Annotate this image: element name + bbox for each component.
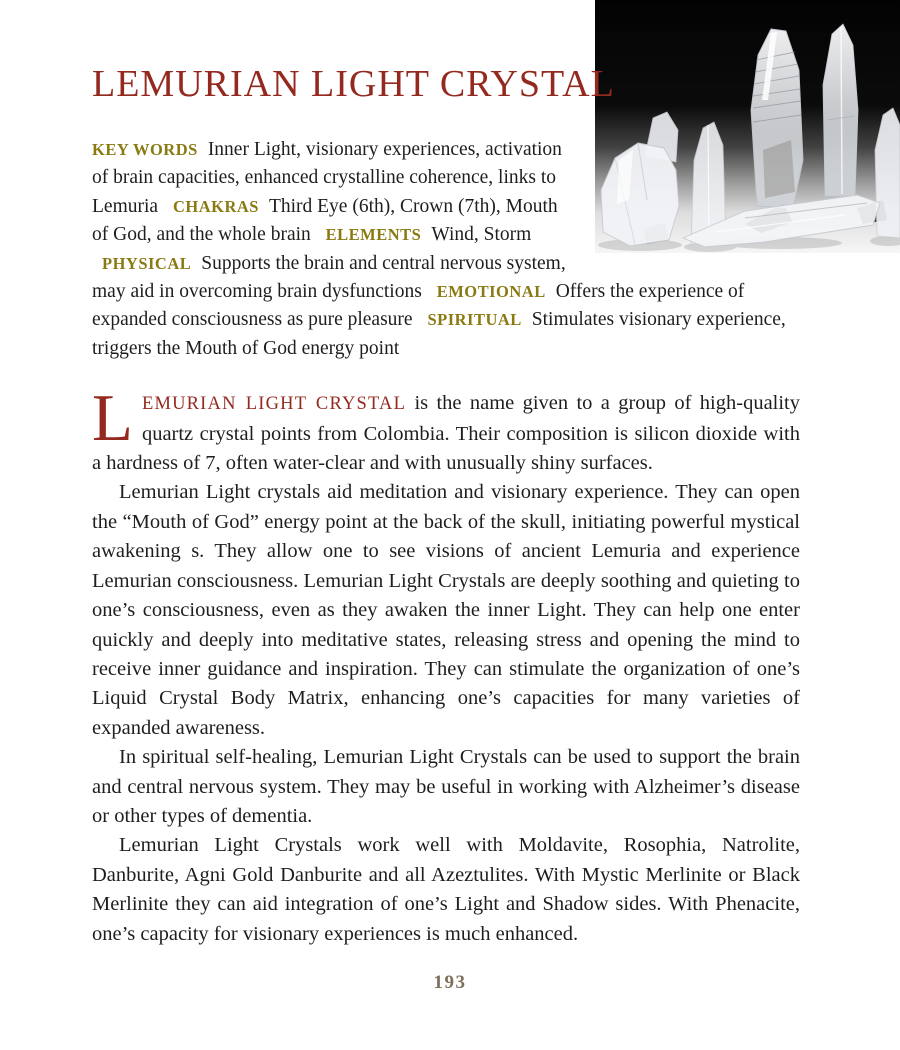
property-text: Wind, Storm [431,224,532,246]
property-elements [316,224,532,245]
page-number: 193 [433,972,467,993]
property-label: SPIRITUAL [427,310,522,330]
paragraph-4: Lemurian Light Crystals work well with Moldavite, Rosophia, Natrolite, Danburite, Agni Gold Danburite and all Azeztulites. With Mystic Merlinite or Black Merlinite they can aid integration of one’s Light and Shadow sides. With Phenacite, one’s capacity for visionary experiences is much enhanced. [92,834,800,945]
property-label: ELEMENTS [325,225,422,245]
property-text: Inner Light, visionary experiences, activation of brain capacities, enhanced crystalline coherence, links to Lemuria [92,139,562,217]
property-label: EMOTIONAL [436,282,546,302]
page-title: LEMURIAN LIGHT CRYSTAL [92,63,615,105]
property-text: Supports the brain and central nervous system, may aid in overcoming brain dysfunctions [92,252,566,303]
paragraph-2: Lemurian Light crystals aid meditation and visionary experience. They can open the “Mouth of God” energy point at the back of the skull, initiating powerful mystical awakening s. They allow one to see visions of ancient Lemuria and experience Lemurian consciousness. Lemurian Light Crystals are deeply soothing and quieting to one’s consciousness, even as they awaken the inner Light. They can help one enter quickly and deeply into meditative states, releasing stress and opening the mind to receive inner guidance and inspiration. They can stimulate the organization of one’s Liquid Crystal Body Matrix, enhancing one’s capacities for many varieties of expanded awareness. [92,481,800,739]
property-text: Stimulates visionary experience, triggers the Mouth of God energy point [92,309,786,359]
property-label: KEY WORDS [92,140,198,159]
photo-wrap-spacer [570,136,800,253]
properties-block [92,136,800,363]
paragraph-1-text: is the name given to a group of high-quality quartz crystal points from Colombia. Their composition is silicon dioxide with a hardness of 7, often water-clear and with unusually shiny surfaces. [92,392,800,475]
drop-cap: L [92,381,133,456]
property-label: CHAKRAS [172,196,259,216]
lead-small-caps: EMURIAN LIGHT CRYSTAL [141,394,407,415]
paragraph-3: In spiritual self-healing, Lemurian Light Crystals can be used to support the brain and central nervous system. They may be useful in working with Alzheimer’s disease or other types of dementia. [92,746,800,827]
body-text [92,381,800,949]
text-column [92,62,800,949]
paragraph-1 [92,381,800,478]
property-text: Third Eye (6th), Crown (7th), Mouth of God, and the whole brain [92,195,558,246]
property-text: Offers the experience of expanded consciousness as pure pleasure [92,281,745,331]
property-label: PHYSICAL [102,253,192,273]
